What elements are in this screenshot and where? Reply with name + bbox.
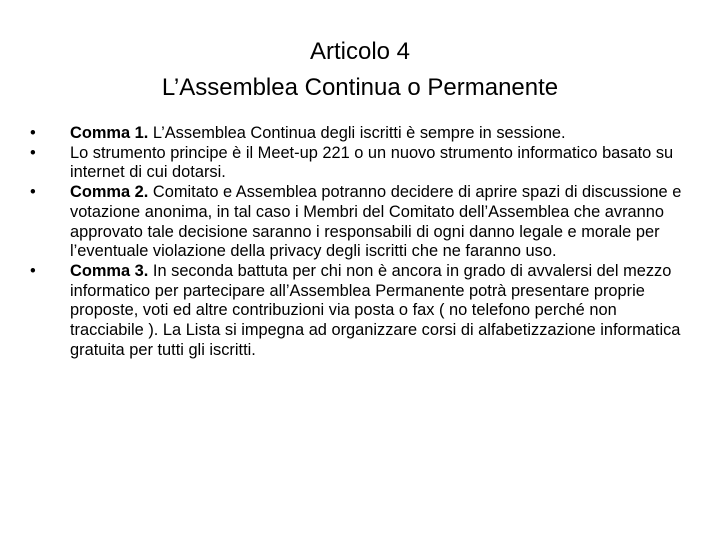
bullet-lead: Comma 2. <box>70 183 149 202</box>
bullet-icon: • <box>30 124 36 142</box>
bullet-item-strumento <box>30 144 690 183</box>
bullet-icon: • <box>30 143 36 162</box>
bullet-text: Lo strumento principe è il Meet-up 221 o un nuovo strumento informatico basato su internet di cui dotarsi. <box>70 143 674 182</box>
title-line-2: L’Assemblea Continua o Permanente <box>161 74 559 101</box>
bullet-item-comma-1 <box>30 124 690 144</box>
bullet-lead: Comma 3. <box>70 261 149 280</box>
bullet-icon: • <box>30 183 36 202</box>
title-line-1: Articolo 4 <box>309 38 411 65</box>
bullet-icon: • <box>30 261 36 280</box>
bullet-item-comma-3 <box>30 262 690 361</box>
bullet-list <box>30 124 690 360</box>
bullet-lead: Comma 1. <box>70 124 149 142</box>
bullet-text: Comitato e Assemblea potranno decidere di aprire spazi di discussione e votazione anonima, in tal caso i Membri del Comitato dell’Assemblea che avranno approvato tale decisione saranno i responsabili di ogni danno legale e morale per l’eventuale violazione della privacy degli iscritti che ne faranno uso. <box>70 183 682 261</box>
slide-title <box>60 34 660 106</box>
bullet-text: L’Assemblea Continua degli iscritti è sempre in sessione. <box>148 124 566 142</box>
bullet-text: In seconda battuta per chi non è ancora in grado di avvalersi del mezzo informatico per partecipare all’Assemblea Permanente potrà presentare proprie proposte, voti ed altre contribuzioni via posta o fax ( no telefono perché non tracciabile ). La Lista si impegna ad organizzare corsi di alfabetizzazione informatica gratuita per tutti gli iscritti. <box>70 261 681 359</box>
bullet-item-comma-2 <box>30 183 690 262</box>
